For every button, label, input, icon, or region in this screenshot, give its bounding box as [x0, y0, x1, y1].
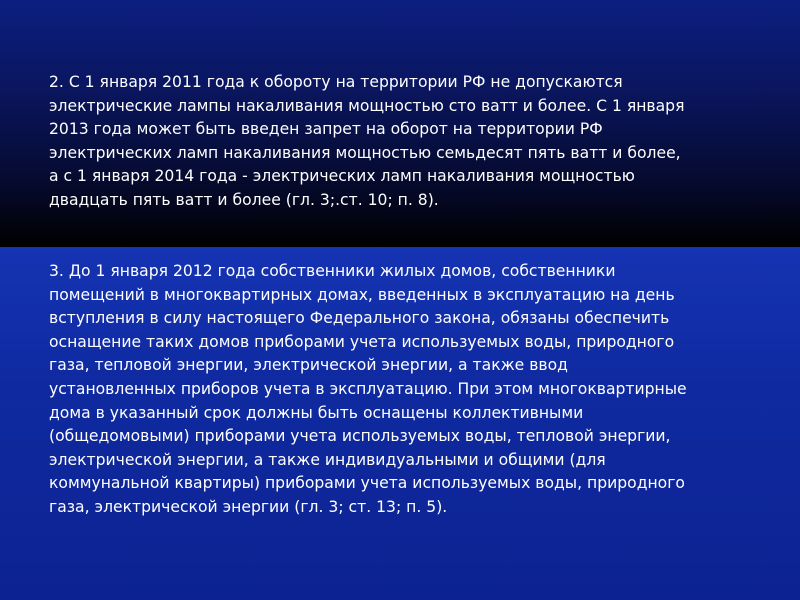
paragraph-line: 2013 года может быть введен запрет на оборот на территории РФ [49, 120, 603, 139]
paragraph-line: вступления в силу настоящего Федерального закона, обязаны обеспечить [49, 309, 670, 328]
paragraph-line: электрические лампы накаливания мощностью сто ватт и более. С 1 января [49, 96, 685, 115]
paragraph-line: установленных приборов учета в эксплуатацию. При этом многоквартирные [49, 379, 687, 398]
paragraph-line: газа, тепловой энергии, электрической энергии, а также ввод [49, 356, 568, 375]
paragraph-line: помещений в многоквартирных домах, введенных в эксплуатацию на день [49, 285, 675, 304]
paragraph-line: оснащение таких домов приборами учета используемых воды, природного [49, 332, 675, 351]
paragraph-line: а с 1 января 2014 года - электрических ламп накаливания мощностью [49, 167, 635, 186]
paragraph-line: электрических ламп накаливания мощностью семьдесят пять ватт и более, [49, 143, 681, 162]
paragraph-3 [49, 260, 777, 520]
paragraph-line: газа, электрической энергии (гл. 3; ст. 13; п. 5). [49, 497, 448, 516]
paragraph-line: 2. С 1 января 2011 года к обороту на территории РФ не допускаются [49, 73, 623, 91]
paragraph-line: коммунальной квартиры) приборами учета используемых воды, природного [49, 474, 685, 493]
paragraph-line: дома в указанный срок должны быть оснащены коллективными [49, 403, 584, 422]
paragraph-2 [49, 71, 777, 213]
paragraph-line: (общедомовыми) приборами учета используемых воды, тепловой энергии, [49, 427, 671, 446]
paragraph-line: электрической энергии, а также индивидуальными и общими (для [49, 450, 606, 469]
paragraph-line: двадцать пять ватт и более (гл. 3;.ст. 10; п. 8). [49, 190, 439, 209]
paragraph-line: 3. До 1 января 2012 года собственники жилых домов, собственники [49, 262, 616, 280]
